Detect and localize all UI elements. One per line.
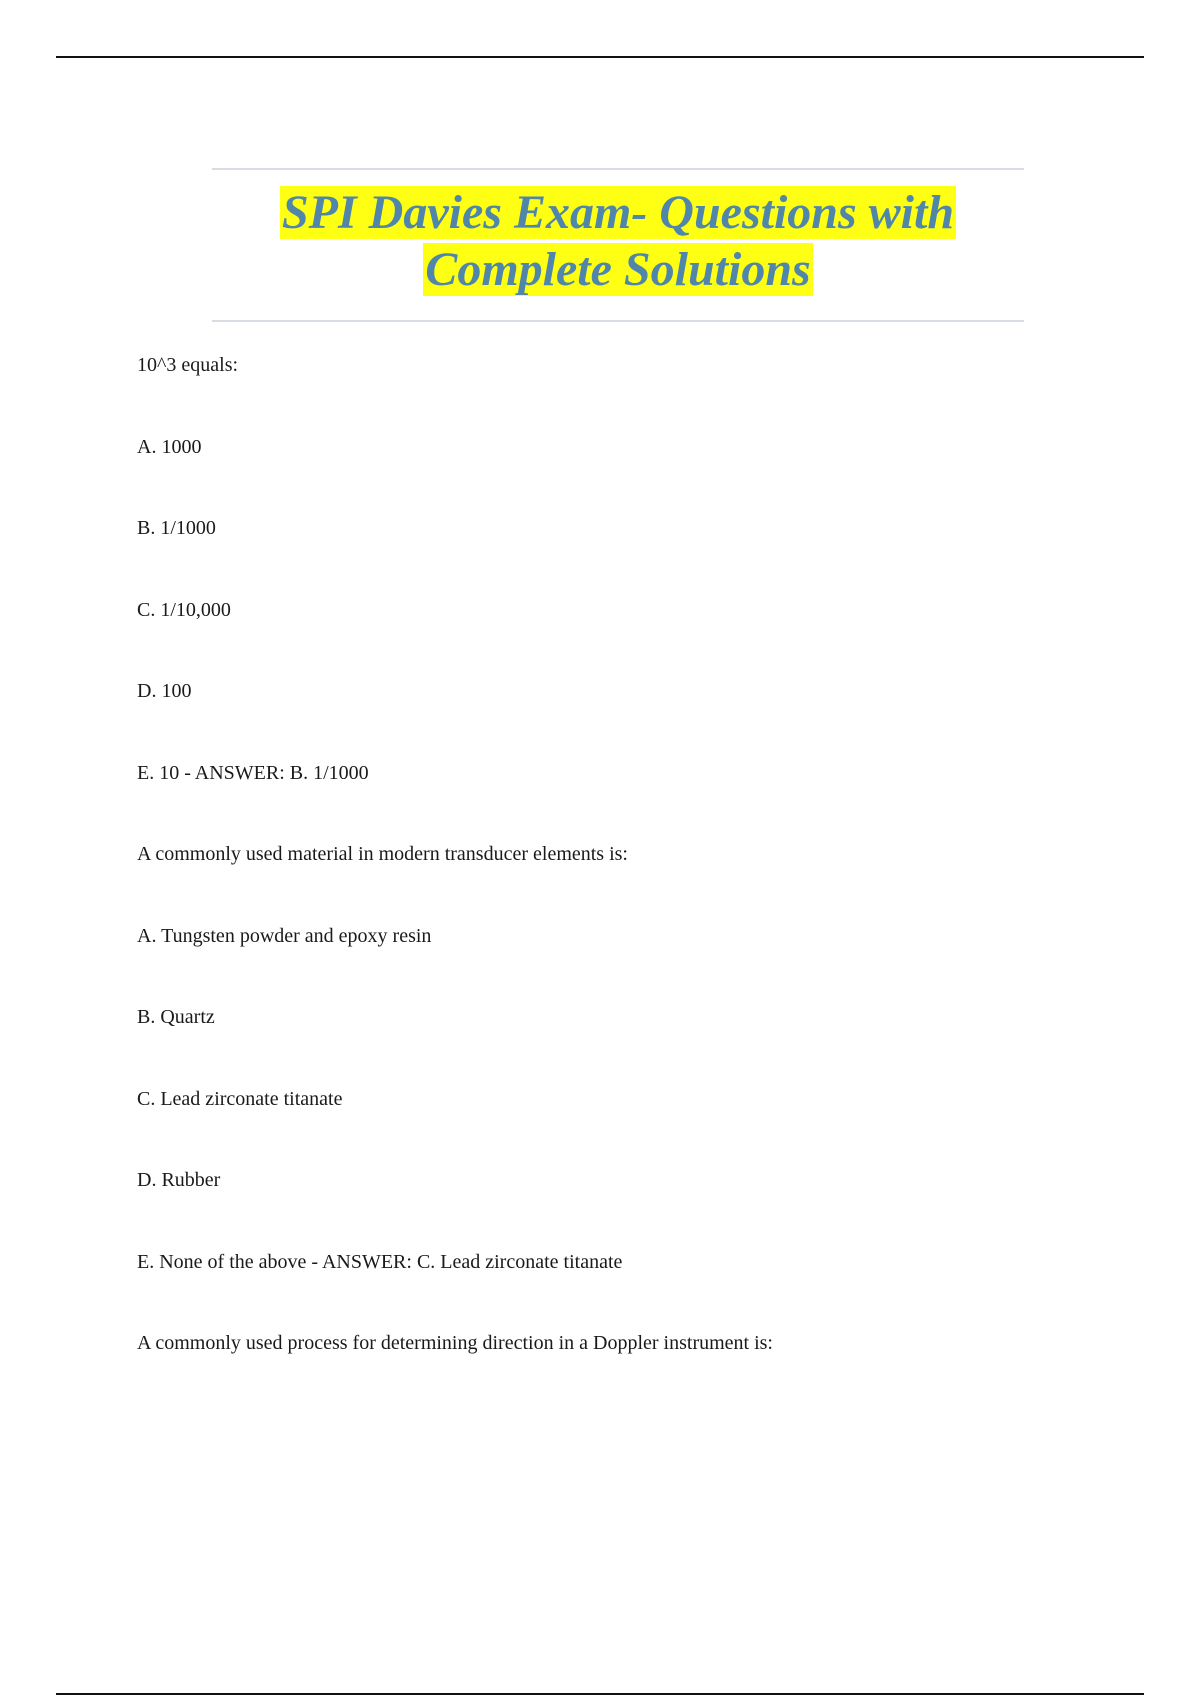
title-top-rule (212, 168, 1024, 170)
title-line-2: Complete Solutions (425, 243, 811, 296)
question-3-text: A commonly used process for determining direction in a Doppler instrument is: (137, 1332, 773, 1354)
question-2-option-d: D. Rubber (137, 1169, 221, 1191)
question-1-option-d: D. 100 (137, 680, 192, 702)
question-2-option-b: B. Quartz (137, 1006, 215, 1028)
question-2-option-c: C. Lead zirconate titanate (137, 1087, 343, 1110)
question-2-option-e-answer: E. None of the above - ANSWER: C. Lead zirconate titanate (137, 1250, 623, 1273)
question-2-option-a: A. Tungsten powder and epoxy resin (137, 924, 432, 947)
question-2-text: A commonly used material in modern transducer elements is: (137, 843, 628, 865)
title-bottom-rule (212, 320, 1024, 322)
question-1-option-a: A. 1000 (137, 435, 202, 458)
question-1-text: 10^3 equals: (137, 354, 239, 376)
page-bottom-rule (56, 1693, 1144, 1695)
document-title (212, 184, 1024, 298)
title-block (212, 168, 1024, 323)
question-1-option-b: B. 1/1000 (137, 517, 216, 539)
title-line-1: SPI Davies Exam- Questions with (281, 186, 955, 239)
question-1-option-c: C. 1/10,000 (137, 598, 231, 621)
question-content (137, 352, 1077, 1412)
question-1-option-e-answer: E. 10 - ANSWER: B. 1/1000 (137, 761, 369, 784)
page-top-rule (56, 56, 1144, 58)
